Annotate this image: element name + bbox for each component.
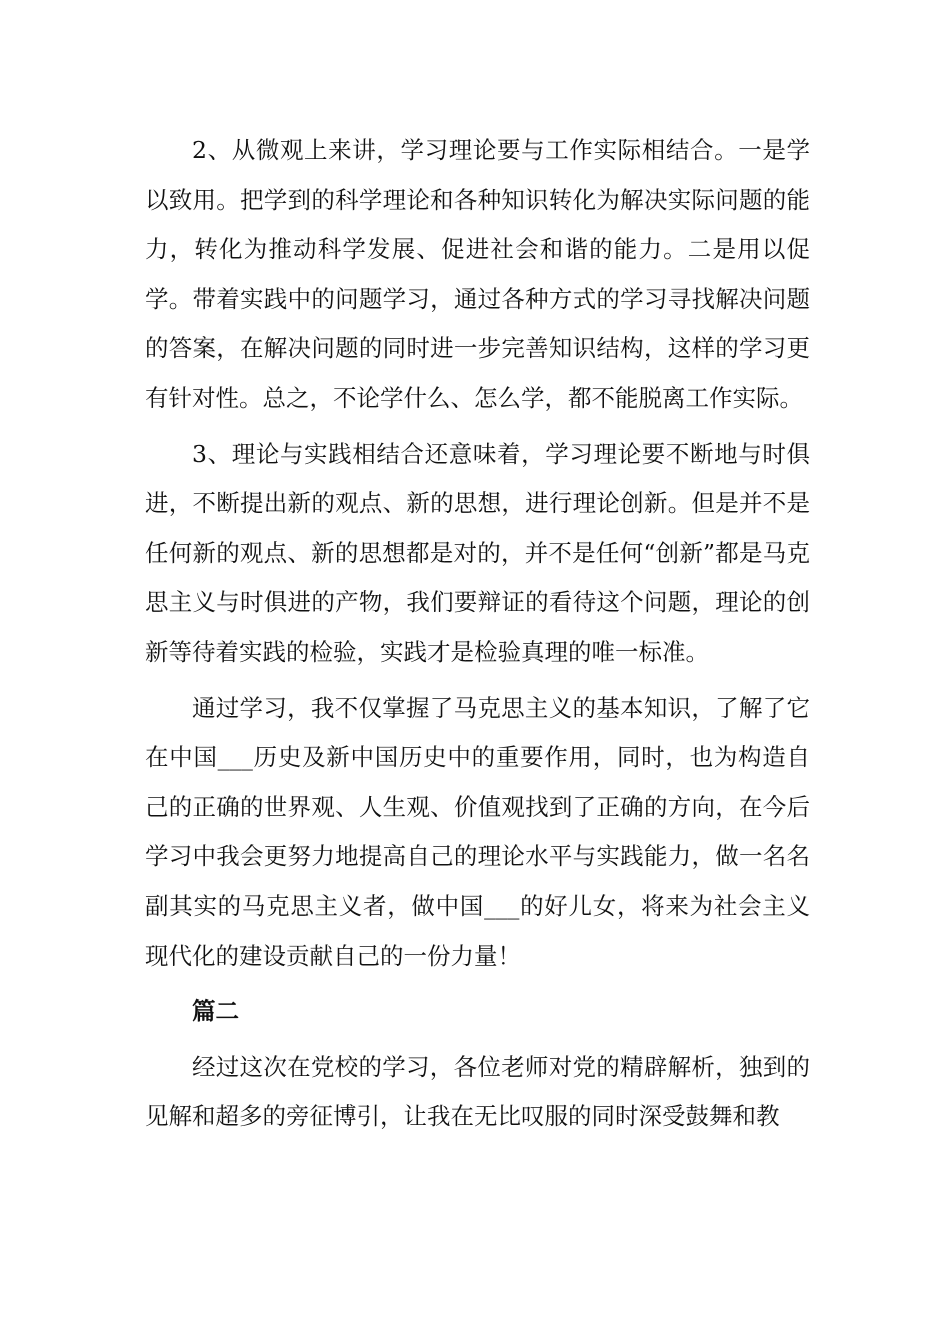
paragraph-study-summary: 通过学习，我不仅掌握了马克思主义的基本知识，了解了它在中国___历史及新中国历史中的重要作用，同时，也为构造自己的正确的世界观、人生观、价值观找到了正确的方向，在今后学习中我会更努力地提高自己的理论水平与实践能力，做一名名副其实的马克思主义者，做中国___的好儿女，将来为社会主义现代化的建设贡献自己的一份力量！ bbox=[145, 693, 810, 970]
document-page bbox=[145, 126, 810, 1142]
paragraph-micro-theory-practice: 2、从微观上来讲，学习理论要与工作实际相结合。一是学以致用。把学到的科学理论和各种知识转化为解决实际问题的能力，转化为推动科学发展、促进社会和谐的能力。二是用以促学。带着实践中的问题学习，通过各种方式的学习寻找解决问题的答案，在解决问题的同时进一步完善知识结构，这样的学习更有针对性。总之，不论学什么、怎么学，都不能脱离工作实际。 bbox=[145, 136, 810, 412]
section-heading: 篇二 bbox=[192, 997, 239, 1026]
paragraph-theory-innovation: 3、理论与实践相结合还意味着，学习理论要不断地与时俱进，不断提出新的观点、新的思想，进行理论创新。但是并不是任何新的观点、新的思想都是对的，并不是任何“创新”都是马克思主义与时俱进的产物，我们要辩证的看待这个问题，理论的创新等待着实践的检验，实践才是检验真理的唯一标准。 bbox=[145, 439, 810, 666]
paragraph-party-school: 经过这次在党校的学习，各位老师对党的精辟解析，独到的见解和超多的旁征博引，让我在无比叹服的同时深受鼓舞和教 bbox=[145, 1052, 810, 1131]
